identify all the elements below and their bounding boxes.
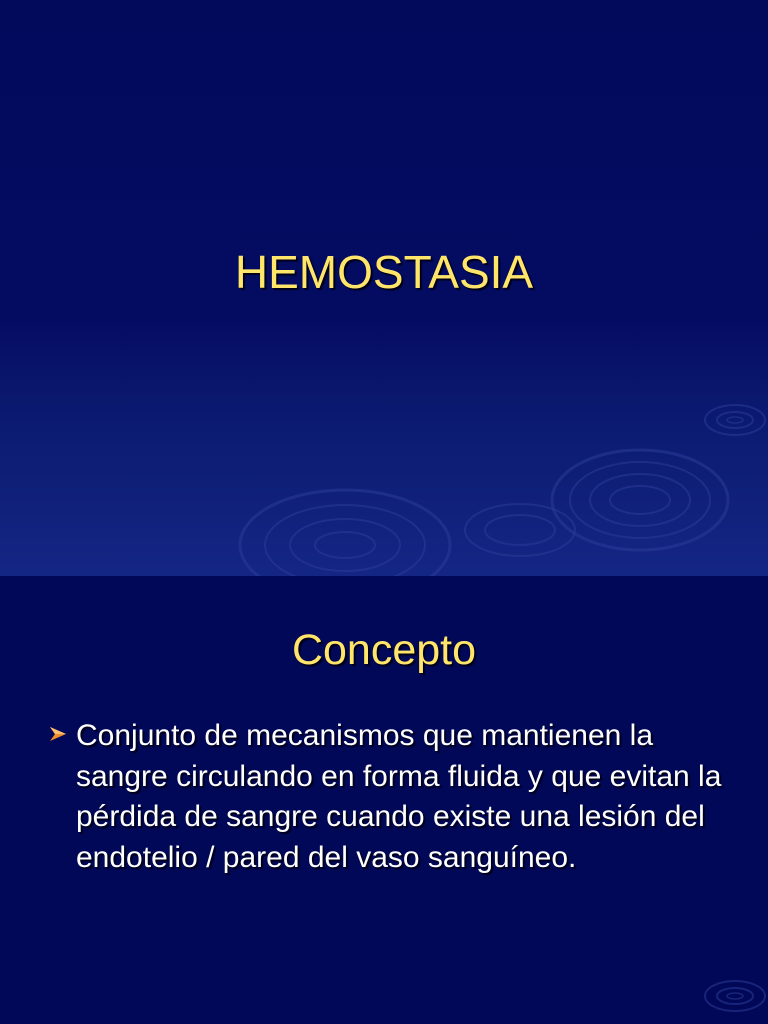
slide-heading: Concepto (291, 626, 477, 674)
bullet-text: Conjunto de mecanismos que mantienen la sangre circulando en forma fluida y que evitan la pérdida de sangre cuando existe una lesión del endotelio / pared del vaso sanguíneo. (76, 719, 722, 874)
bullet-list (0, 716, 768, 878)
slide-concept (0, 576, 768, 1024)
slide-title-text: HEMOSTASIA (234, 246, 534, 298)
bullet-item (0, 716, 768, 878)
arrow-bullet-icon (48, 724, 68, 744)
